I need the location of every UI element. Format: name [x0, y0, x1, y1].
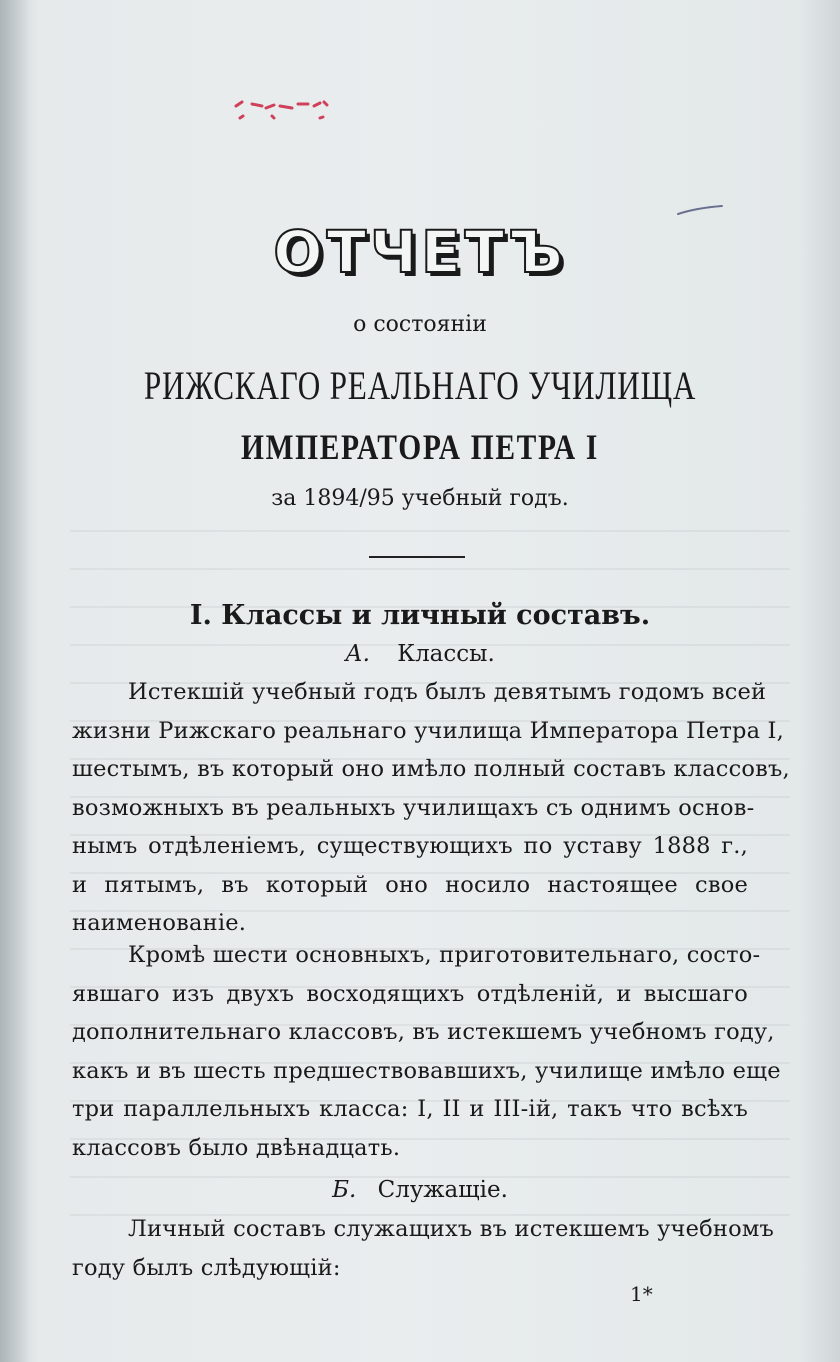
subsection-b-title: Служащіе. — [377, 1177, 508, 1203]
paragraph-line: возможныхъ въ реальныхъ училищахъ съ однимъ основ- — [72, 794, 755, 821]
academic-year: за 1894/95 учебный годъ. — [271, 486, 569, 511]
page-number: 1* — [630, 1282, 653, 1306]
red-stamp-mark — [232, 96, 332, 124]
paragraph-line: дополнительнаго классовъ, въ истекшемъ учебномъ году, — [72, 1019, 775, 1045]
section-heading: I. Классы и личный составъ. — [189, 600, 651, 631]
page-edge-shadow — [0, 0, 30, 1362]
paragraph-line: классовъ было двѣнадцать. — [72, 1134, 401, 1161]
pen-stroke-mark — [676, 204, 726, 216]
subsection-a-letter: А. — [345, 641, 370, 667]
school-name: РИЖСКАГО РЕАЛЬНАГО УЧИЛИЩА — [143, 363, 697, 408]
subsection-b-heading — [0, 1177, 840, 1203]
divider-rule — [369, 556, 465, 558]
paragraph-staff — [72, 1210, 775, 1287]
paragraph-line: шестымъ, въ который оно имѣло полный составъ классовъ, — [72, 756, 790, 782]
subsection-a-title: Классы. — [397, 641, 495, 667]
paragraph-line: году былъ слѣдующій: — [72, 1254, 341, 1281]
paragraph-line: и пятымъ, въ который оно носило настоящее свое — [72, 871, 748, 898]
paragraph-line: наименованіе. — [72, 910, 247, 936]
paragraph-line: Кромѣ шести основныхъ, приготовительнаго, состо- — [128, 942, 761, 968]
paragraph-line: нымъ отдѣленіемъ, существующихъ по уставу 1888 г., — [72, 833, 748, 859]
subsection-a-heading — [0, 641, 840, 667]
main-title: ОТЧЕТЪ — [273, 218, 567, 286]
paragraph-line: Личный составъ служащихъ въ истекшемъ учебномъ — [128, 1216, 775, 1242]
paragraph-line: жизни Рижскаго реальнаго училища Императора Петра I, — [72, 717, 784, 744]
paragraph-line: явшаго изъ двухъ восходящихъ отдѣленій, и высшаго — [72, 980, 748, 1007]
subsection-b-letter: Б. — [332, 1177, 357, 1203]
subtitle-state: о состояніи — [353, 312, 487, 337]
paragraph-line: три параллельныхъ класса: I, II и III-ій, такъ что всѣхъ — [72, 1096, 748, 1122]
paragraph-classes — [72, 673, 790, 943]
paragraph-line: какъ и въ шесть предшествовавшихъ, училище имѣло еще — [72, 1057, 781, 1084]
paragraph-line: Истекшій учебный годъ былъ девятымъ годомъ всей — [128, 679, 767, 705]
emperor-name: ИМПЕРАТОРА ПЕТРА I — [241, 427, 599, 467]
paragraph-class-composition — [72, 936, 781, 1167]
